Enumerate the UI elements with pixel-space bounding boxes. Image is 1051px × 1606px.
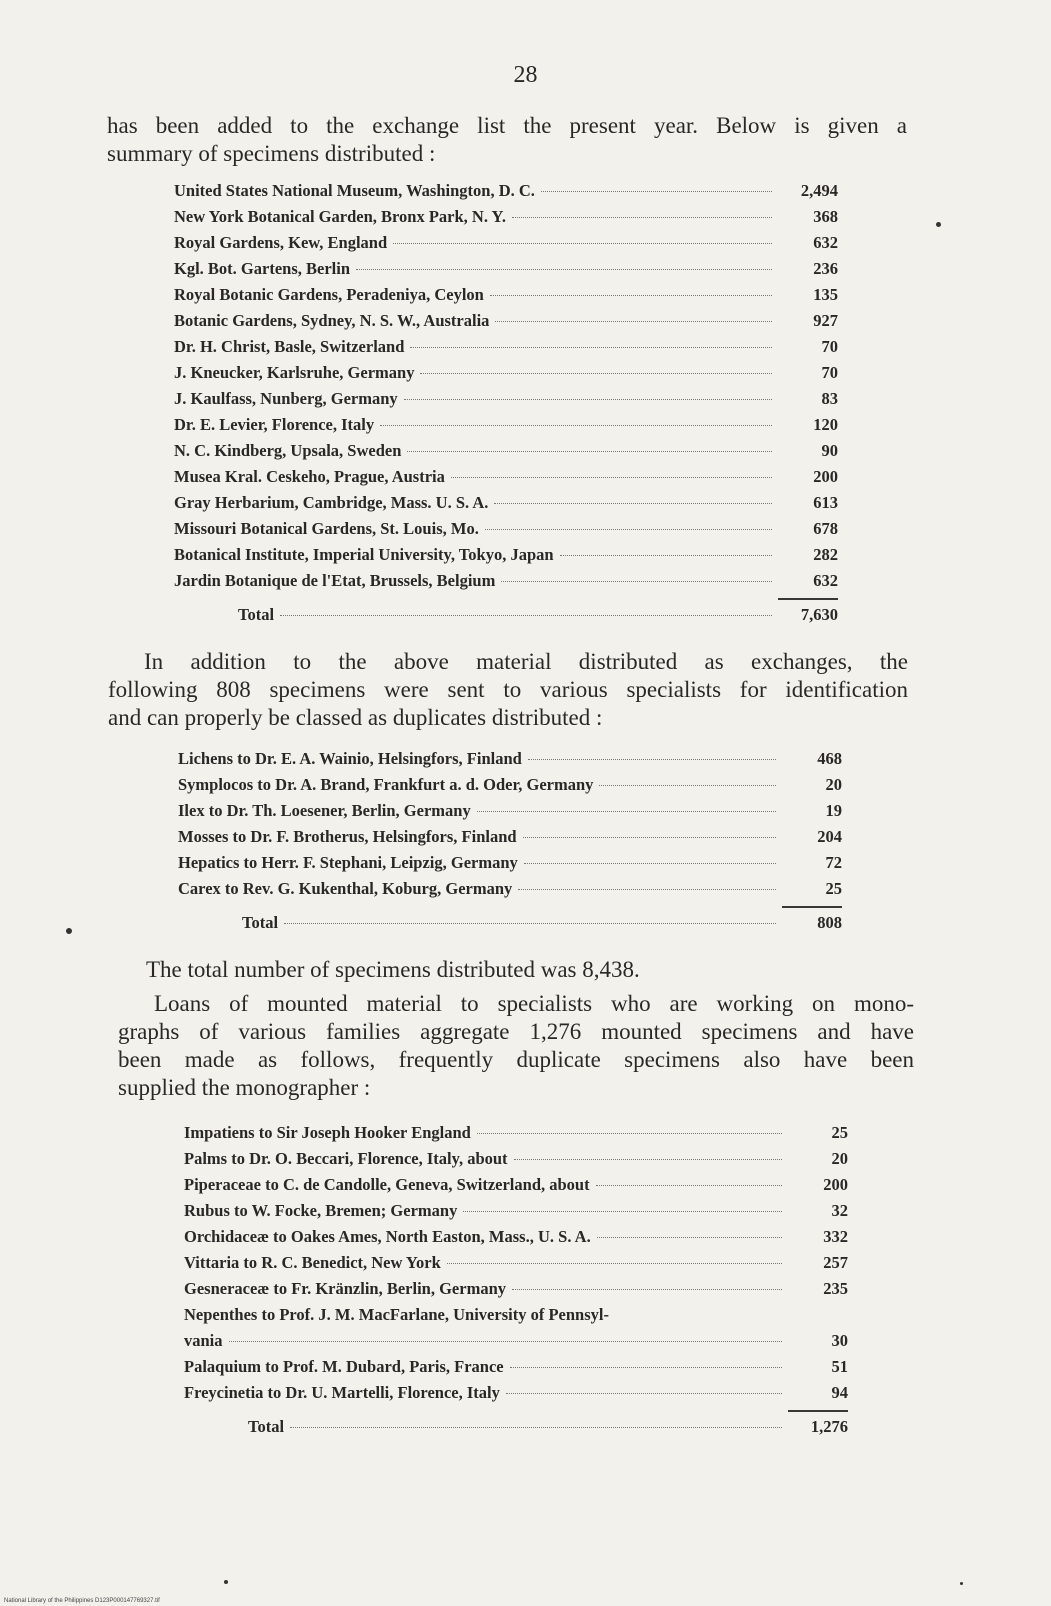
exchange-entry-count: 90 xyxy=(821,441,838,460)
leader-dots xyxy=(280,615,772,616)
leader-dots xyxy=(528,759,776,760)
loans-entry-count: 94 xyxy=(831,1383,848,1402)
identification-entry xyxy=(178,798,842,824)
exchange-entry-label: J. Kneucker, Karlsruhe, Germany xyxy=(174,363,415,382)
exchange-entry-count: 632 xyxy=(813,571,838,590)
loans-entry xyxy=(184,1302,848,1328)
identification-entry-label: Carex to Rev. G. Kukenthal, Koburg, Germany xyxy=(178,879,513,898)
leader-dots xyxy=(485,529,772,530)
loans-entry-count: 51 xyxy=(831,1357,848,1376)
exchange-entry-count: 200 xyxy=(813,467,838,486)
identification-entry-label: Symplocos to Dr. A. Brand, Frankfurt a. d. Oder, Germany xyxy=(178,775,594,794)
identification-entry-label: Lichens to Dr. E. A. Wainio, Helsingfors, Finland xyxy=(178,749,522,768)
identification-entry-count: 25 xyxy=(825,879,842,898)
leader-dots xyxy=(393,243,772,244)
identification-entry xyxy=(178,876,842,902)
leader-dots xyxy=(284,923,776,924)
exchange-entry-label: Missouri Botanical Gardens, St. Louis, Mo. xyxy=(174,519,479,538)
leader-dots xyxy=(541,191,772,192)
exchange-entry-count: 120 xyxy=(813,415,838,434)
leader-dots xyxy=(404,399,772,400)
identification-entry-count: 20 xyxy=(825,775,842,794)
exchange-entry-count: 368 xyxy=(813,207,838,226)
loans-entry xyxy=(184,1224,848,1250)
leader-dots xyxy=(597,1237,782,1238)
exchange-entry xyxy=(174,516,838,542)
exchange-entry-count: 135 xyxy=(813,285,838,304)
identification-entry xyxy=(178,824,842,850)
loans-entry xyxy=(184,1250,848,1276)
exchange-entry-label: Dr. H. Christ, Basle, Switzerland xyxy=(174,337,405,356)
identification-entry-count: 72 xyxy=(825,853,842,872)
leader-dots xyxy=(512,1289,782,1290)
loans-entry-count: 20 xyxy=(831,1149,848,1168)
leader-dots xyxy=(524,863,776,864)
leader-dots xyxy=(477,1133,782,1134)
loans-list xyxy=(184,1120,848,1444)
exchange-entry xyxy=(174,490,838,516)
leader-dots xyxy=(451,477,772,478)
identification-line: and can properly be classed as duplicates distributed : xyxy=(108,705,603,730)
total-sentence xyxy=(146,956,906,984)
exchange-entry xyxy=(174,308,838,334)
exchange-list xyxy=(174,178,838,632)
leader-dots xyxy=(518,889,776,890)
identification-line: following 808 specimens were sent to various specialists for identification xyxy=(108,677,908,702)
loans-entry-count: 32 xyxy=(831,1201,848,1220)
identification-entry-label: Ilex to Dr. Th. Loesener, Berlin, Germany xyxy=(178,801,471,820)
loans-entry-label: Freycinetia to Dr. U. Martelli, Florence, Italy xyxy=(184,1383,500,1402)
exchange-entry-label: United States National Museum, Washington, D. C. xyxy=(174,181,535,200)
exchange-entry-count: 613 xyxy=(813,493,838,512)
intro-line: summary of specimens distributed : xyxy=(107,141,436,166)
exchange-entry-label: N. C. Kindberg, Upsala, Sweden xyxy=(174,441,402,460)
exchange-total-value: 7,630 xyxy=(800,605,838,624)
leader-dots xyxy=(356,269,772,270)
footer-credit: National Library of the Philippines D123P000147769327.tif xyxy=(4,1598,160,1604)
intro-paragraph xyxy=(107,112,907,168)
loans-entry-label: Palms to Dr. O. Beccari, Florence, Italy, about xyxy=(184,1149,508,1168)
loans-total-value: 1,276 xyxy=(810,1417,848,1436)
exchange-entry-label: Kgl. Bot. Gartens, Berlin xyxy=(174,259,350,278)
leader-dots xyxy=(510,1367,782,1368)
loans-paragraph xyxy=(118,990,914,1102)
leader-dots xyxy=(506,1393,782,1394)
loans-total-label: Total xyxy=(248,1417,285,1436)
loans-entry-continuation xyxy=(184,1328,848,1354)
leader-dots xyxy=(380,425,772,426)
exchange-entry-label: J. Kaulfass, Nunberg, Germany xyxy=(174,389,398,408)
loans-entry xyxy=(184,1276,848,1302)
identification-entry-label: Hepatics to Herr. F. Stephani, Leipzig, Germany xyxy=(178,853,518,872)
leader-dots xyxy=(599,785,776,786)
exchange-entry xyxy=(174,568,838,594)
leader-dots xyxy=(560,555,772,556)
loans-entry-label: vania xyxy=(184,1331,223,1350)
loans-entry-label: Impatiens to Sir Joseph Hooker England xyxy=(184,1123,471,1142)
loans-line: supplied the monographer : xyxy=(118,1075,371,1100)
loans-entry-count: 200 xyxy=(823,1175,848,1194)
leader-dots xyxy=(477,811,776,812)
identification-paragraph xyxy=(108,648,908,732)
identification-entry-label: Mosses to Dr. F. Brotherus, Helsingfors, Finland xyxy=(178,827,517,846)
leader-dots xyxy=(447,1263,782,1264)
exchange-entry xyxy=(174,334,838,360)
exchange-entry-count: 282 xyxy=(813,545,838,564)
loans-entry-count: 235 xyxy=(823,1279,848,1298)
loans-entry xyxy=(184,1172,848,1198)
identification-total xyxy=(178,910,842,940)
exchange-total-label: Total xyxy=(238,605,275,624)
loans-entry xyxy=(184,1120,848,1146)
leader-dots xyxy=(410,347,772,348)
exchange-entry xyxy=(174,360,838,386)
identification-total-label: Total xyxy=(242,913,279,932)
leader-dots xyxy=(512,217,772,218)
exchange-entry-label: Musea Kral. Ceskeho, Prague, Austria xyxy=(174,467,445,486)
exchange-entry-count: 70 xyxy=(821,363,838,382)
leader-dots xyxy=(494,503,772,504)
exchange-entry xyxy=(174,282,838,308)
loans-line: graphs of various families aggregate 1,276 mounted specimens and have xyxy=(118,1019,914,1044)
exchange-entry-count: 236 xyxy=(813,259,838,278)
exchange-entry-count: 2,494 xyxy=(800,181,838,200)
exchange-entry xyxy=(174,542,838,568)
loans-entry-label: Piperaceae to C. de Candolle, Geneva, Switzerland, about xyxy=(184,1175,590,1194)
loans-line: been made as follows, frequently duplicate specimens also have been xyxy=(118,1047,914,1072)
loans-line: Loans of mounted material to specialists who are working on mono- xyxy=(154,991,914,1016)
exchange-entry-label: New York Botanical Garden, Bronx Park, N. Y. xyxy=(174,207,506,226)
exchange-entry-count: 678 xyxy=(813,519,838,538)
exchange-entry xyxy=(174,464,838,490)
sum-rule xyxy=(788,1410,848,1412)
exchange-entry xyxy=(174,204,838,230)
exchange-entry-label: Botanical Institute, Imperial University, Tokyo, Japan xyxy=(174,545,554,564)
loans-entry xyxy=(184,1380,848,1406)
loans-entry-count: 257 xyxy=(823,1253,848,1272)
exchange-entry-label: Royal Botanic Gardens, Peradeniya, Ceylon xyxy=(174,285,484,304)
identification-entry xyxy=(178,772,842,798)
intro-line: has been added to the exchange list the present year. Below is given a xyxy=(107,113,907,138)
loans-entry-count: 332 xyxy=(823,1227,848,1246)
exchange-entry xyxy=(174,178,838,204)
exchange-entry-label: Gray Herbarium, Cambridge, Mass. U. S. A. xyxy=(174,493,489,512)
leader-dots xyxy=(290,1427,782,1428)
exchange-entry-label: Dr. E. Levier, Florence, Italy xyxy=(174,415,375,434)
exchange-entry xyxy=(174,438,838,464)
loans-entry-label: Vittaria to R. C. Benedict, New York xyxy=(184,1253,441,1272)
identification-entry-count: 468 xyxy=(817,749,842,768)
leader-dots xyxy=(495,321,772,322)
total-sentence-line: The total number of specimens distributed was 8,438. xyxy=(146,957,640,982)
exchange-entry-label: Royal Gardens, Kew, England xyxy=(174,233,388,252)
exchange-total xyxy=(174,602,838,632)
loans-entry-count: 25 xyxy=(831,1123,848,1142)
exchange-entry-label: Jardin Botanique de l'Etat, Brussels, Belgium xyxy=(174,571,496,590)
identification-entry xyxy=(178,850,842,876)
page-number: 28 xyxy=(513,62,538,88)
sum-rule xyxy=(782,906,842,908)
loans-entry-label: Orchidaceæ to Oakes Ames, North Easton, Mass., U. S. A. xyxy=(184,1227,591,1246)
loans-entry-count: 30 xyxy=(831,1331,848,1350)
leader-dots xyxy=(596,1185,782,1186)
sum-rule xyxy=(778,598,838,600)
exchange-entry-count: 83 xyxy=(821,389,838,408)
leader-dots xyxy=(229,1341,782,1342)
identification-list xyxy=(178,746,842,940)
leader-dots xyxy=(523,837,776,838)
loans-entry-label: Gesneraceæ to Fr. Kränzlin, Berlin, Germany xyxy=(184,1279,506,1298)
exchange-entry xyxy=(174,230,838,256)
identification-entry xyxy=(178,746,842,772)
leader-dots xyxy=(490,295,772,296)
exchange-entry xyxy=(174,412,838,438)
exchange-entry-label: Botanic Gardens, Sydney, N. S. W., Australia xyxy=(174,311,490,330)
identification-line: In addition to the above material distributed as exchanges, the xyxy=(144,649,908,674)
identification-entry-count: 204 xyxy=(817,827,842,846)
leader-dots xyxy=(407,451,772,452)
loans-total xyxy=(184,1414,848,1444)
loans-entry-label: Nepenthes to Prof. J. M. MacFarlane, University of Pennsyl- xyxy=(184,1305,609,1324)
exchange-entry xyxy=(174,256,838,282)
identification-entry-count: 19 xyxy=(825,801,842,820)
loans-entry xyxy=(184,1198,848,1224)
exchange-entry xyxy=(174,386,838,412)
speck xyxy=(66,928,72,934)
exchange-entry-count: 632 xyxy=(813,233,838,252)
leader-dots xyxy=(463,1211,782,1212)
exchange-entry-count: 70 xyxy=(821,337,838,356)
leader-dots xyxy=(501,581,772,582)
exchange-entry-count: 927 xyxy=(813,311,838,330)
loans-entry xyxy=(184,1354,848,1380)
loans-entry xyxy=(184,1146,848,1172)
leader-dots xyxy=(420,373,772,374)
leader-dots xyxy=(514,1159,782,1160)
loans-entry-label: Rubus to W. Focke, Bremen; Germany xyxy=(184,1201,458,1220)
speck xyxy=(224,1580,228,1584)
speck xyxy=(960,1582,963,1585)
identification-total-value: 808 xyxy=(817,913,842,932)
speck xyxy=(936,222,941,227)
loans-entry-label: Palaquium to Prof. M. Dubard, Paris, France xyxy=(184,1357,504,1376)
